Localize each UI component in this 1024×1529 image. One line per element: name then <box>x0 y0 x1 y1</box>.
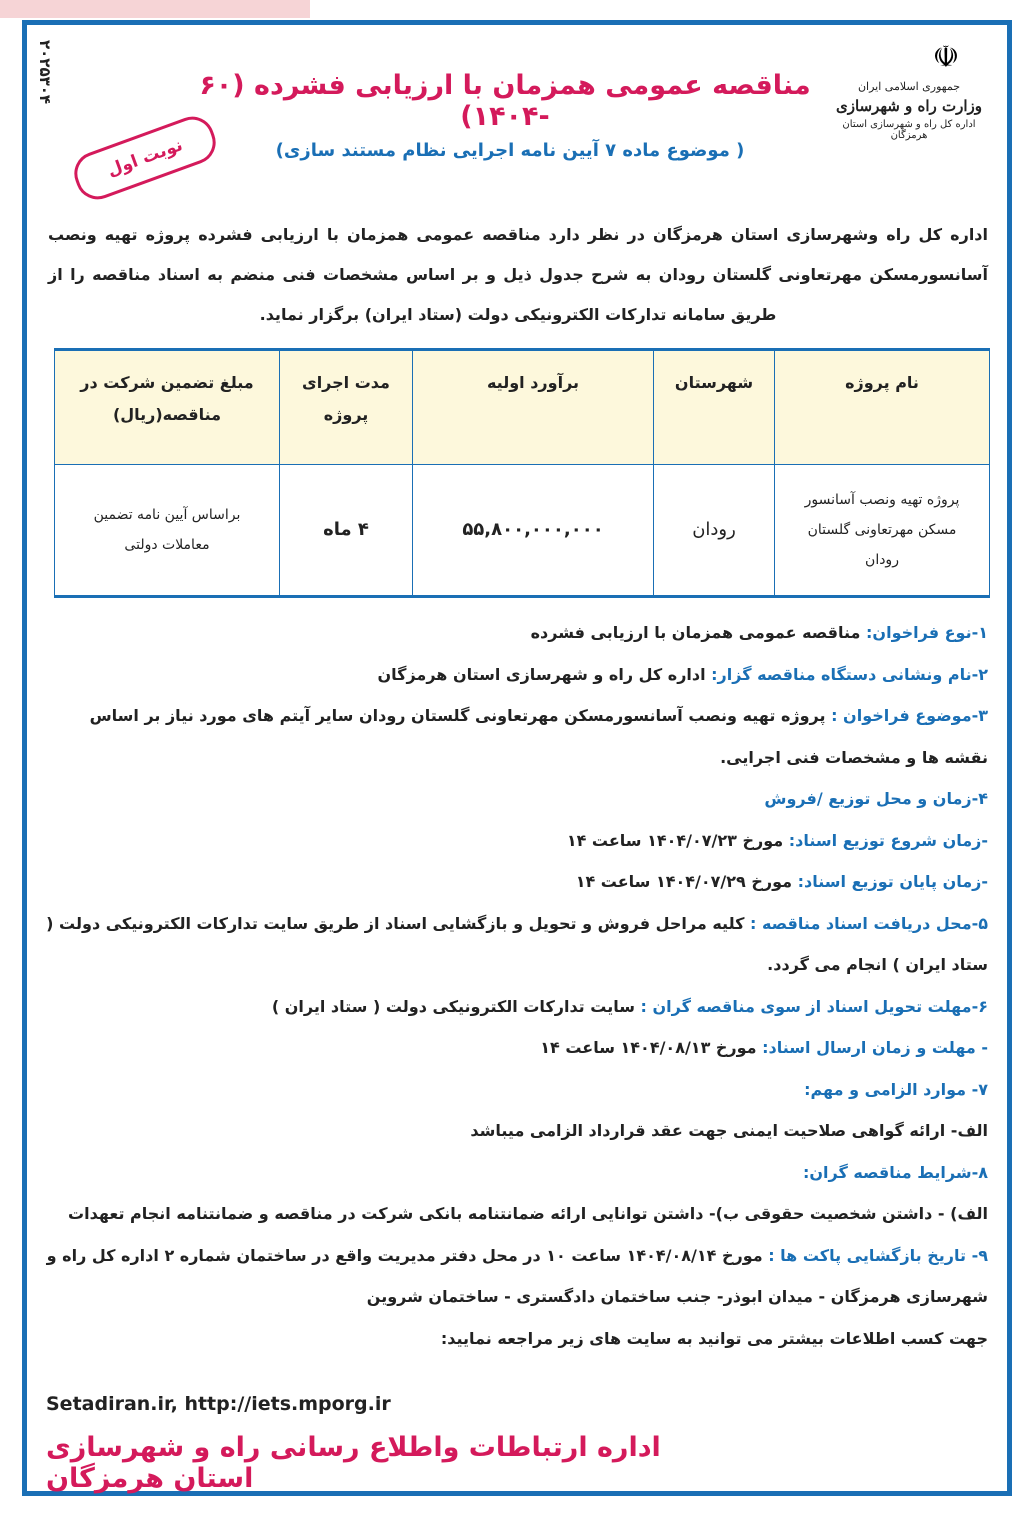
list-item: ۷- موارد الزامی و مهم: <box>804 1079 988 1099</box>
cell-city: رودان <box>654 465 775 597</box>
list-item: الف- ارائه گواهی صلاحیت ایمنی جهت عقد قرارداد الزامی میباشد <box>470 1121 988 1140</box>
list-item: ۹- تاریخ بازگشایی پاکت ها : مورخ ۱۴۰۴/۰۸/۱۴ ساعت ۱۰ در محل دفتر مدیریت واقع در ساختمان شماره ۲ اداره کل راه و شهرسازی هرمزگان - میدان ابوذر- جنب ساختمان دادگستری - ساختمان شروین <box>46 1245 988 1306</box>
list-item: ۶-مهلت تحویل اسناد از سوی مناقصه گران : سایت تدارکات الکترونیکی دولت ( ستاد ایران ) <box>271 996 988 1016</box>
col-project-name: نام پروژه <box>775 350 990 465</box>
list-item: الف) - داشتن شخصیت حقوقی ب)- داشتن توانایی ارائه ضمانتنامه بانکی شرکت در مناقصه و ضمانتنامه انجام تعهدات <box>68 1204 988 1223</box>
org-line3: اداره کل راه و شهرسازی استان هرمزگان <box>842 119 976 141</box>
serial-number: ۲۰۲۵۳۰۴ <box>36 40 54 105</box>
list-item: جهت کسب اطلاعات بیشتر می توانید به سایت های زیر مراجعه نمایید: <box>440 1328 988 1348</box>
list-item: ۲-نام ونشانی دستگاه مناقصه گزار: اداره کل راه و شهرسازی استان هرمزگان <box>377 664 988 684</box>
col-city: شهرستان <box>654 350 775 465</box>
cell-estimate: ۵۵,۸۰۰,۰۰۰,۰۰۰ <box>413 465 654 597</box>
top-tab <box>0 0 310 18</box>
footer-office: اداره ارتباطات واطلاع رسانی راه و شهرسازی استان هرمزگان <box>46 1432 661 1494</box>
page-title: مناقصه عمومی همزمان با ارزیابی فشرده (۶۰ -۱۴۰۴) <box>199 70 811 132</box>
org-logo <box>824 80 994 141</box>
emblem-icon: ☫ <box>932 40 960 75</box>
cell-project-name: پروژه تهیه ونصب آسانسور مسکن مهرتعاونی گلستان رودان <box>775 465 990 597</box>
cell-duration: ۴ ماه <box>280 465 413 597</box>
conditions-list <box>46 612 988 1359</box>
col-estimate: برآورد اولیه <box>413 350 654 465</box>
project-table <box>54 348 990 598</box>
list-item: -زمان پایان توزیع اسناد: مورخ ۱۴۰۴/۰۷/۲۹ ساعت ۱۴ <box>575 872 988 891</box>
org-line2: وزارت راه و شهرسازی <box>835 97 983 115</box>
table-row <box>55 465 990 597</box>
list-item: ۸-شرایط مناقصه گران: <box>802 1162 988 1182</box>
round-badge: نوبت اول <box>68 110 222 205</box>
list-item: ۳-موضوع فراخوان : پروژه تهیه ونصب آسانسورمسکن مهرتعاونی گلستان رودان سایر آیتم های مورد نیاز بر اساس نقشه ها و مشخصات فنی اجرایی. <box>89 706 988 767</box>
col-guarantee: مبلغ تضمین شرکت در مناقصه(ریال) <box>55 350 280 465</box>
list-item: ۱-نوع فراخوان: مناقصه عمومی همزمان با ارزیابی فشرده <box>530 623 988 642</box>
org-line1: جمهوری اسلامی ایران <box>857 80 961 93</box>
list-item: -زمان شروع توزیع اسناد: مورخ ۱۴۰۴/۰۷/۲۳ ساعت ۱۴ <box>566 830 988 850</box>
list-item: ۴-زمان و محل توزیع /فروش <box>764 789 988 808</box>
website-links[interactable]: Setadiran.ir, http://iets.mporg.ir <box>46 1393 391 1415</box>
list-item: - مهلت و زمان ارسال اسناد: مورخ ۱۴۰۴/۰۸/۱۳ ساعت ۱۴ <box>540 1038 988 1057</box>
col-duration: مدت اجرای پروژه <box>280 350 413 465</box>
page-subtitle: ( موضوع ماده ۷ آیین نامه اجرایی نظام مستند سازی) <box>275 140 745 161</box>
cell-guarantee: براساس آیین نامه تضمین معاملات دولتی <box>55 465 280 597</box>
list-item: ۵-محل دریافت اسناد مناقصه : کلیه مراحل فروش و تحویل و بازگشایی اسناد از طریق سایت تدارکات الکترونیکی دولت ( ستاد ایران ) انجام می گردد. <box>46 913 988 974</box>
intro-paragraph: اداره کل راه وشهرسازی استان هرمزگان در نظر دارد مناقصه عمومی همزمان با ارزیابی فشرده پروژه تهیه ونصب آسانسورمسکن مهرتعاونی گلستان رودان به شرح جدول ذیل و بر اساس مشخصات فنی منضم به اسناد مناقصه را از طریق سامانه تدارکات الکترونیکی دولت (ستاد ایران) برگزار نماید. <box>48 225 988 324</box>
